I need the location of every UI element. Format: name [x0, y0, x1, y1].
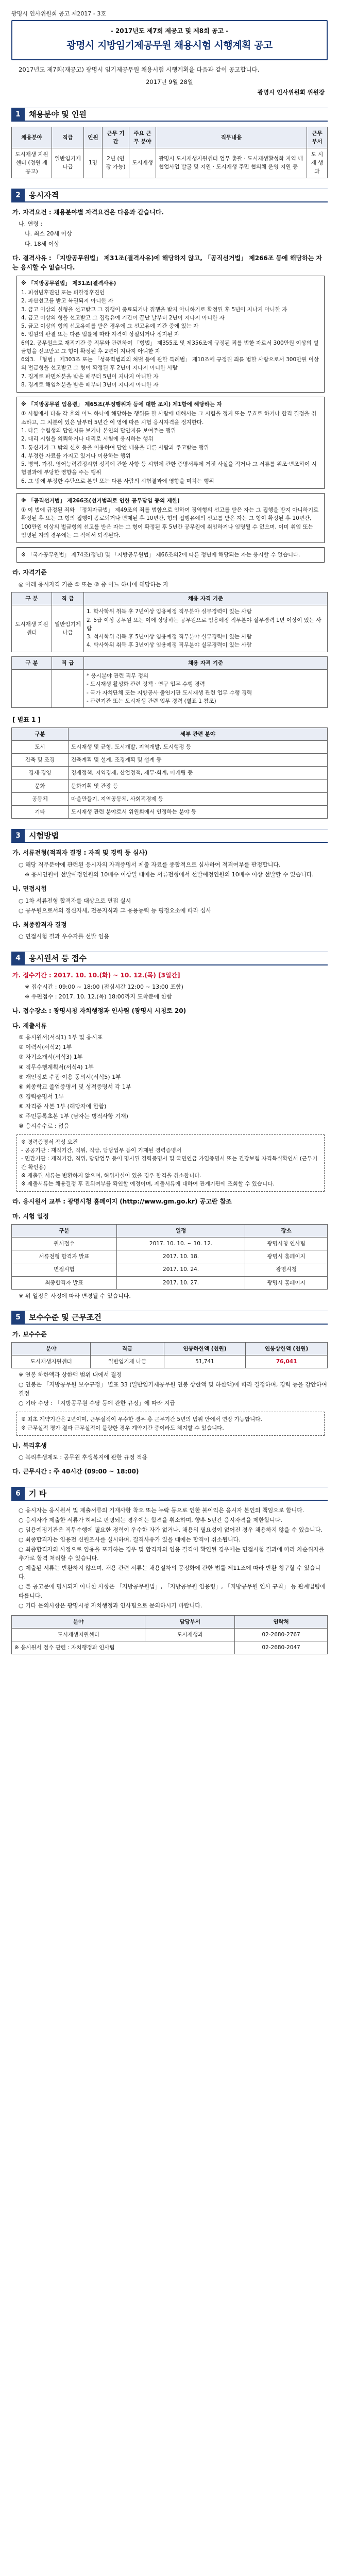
paragraph: ○ 본 공고문에 명시되지 아니한 사항은 「지방공무원법」, 「지방공무원 임용령」, 「지방공무원 인사 규칙」 등 관계법령에 따릅니다.	[19, 1583, 326, 1599]
section-title: 응시원서 등 접수	[25, 952, 328, 965]
positions-table	[11, 127, 328, 178]
box-line: - 민간기관 : 재직기간, 직위, 담당업무 등이 명시된 경력증명서 및 국민연금 가입증명서 또는 건강보험 자격득실확인서 (근무기간 확인용)	[21, 1156, 318, 1171]
table-cell: 면접시험	[12, 1263, 117, 1276]
section-6-heading	[11, 1487, 328, 1501]
qual-line: 4. 박사학위 취득 후 3년이상 임용예정 직무분야 실무경력이 있는 사람	[87, 642, 252, 649]
subheading: 다. 결격사유 : 「지방공무원법」 제31조(결격사유)에 해당하지 않고, 「공직선거법」 제266조 등에 해당하는 자는 응시할 수 없습니다.	[12, 254, 323, 272]
table-cell: 원서접수	[12, 1237, 117, 1250]
table-header: 직급	[52, 127, 84, 148]
table-header: 직무내용	[156, 127, 307, 148]
paragraph: ⑩ 응시수수료 : 없음	[19, 1122, 70, 1129]
box-line: 3. 금고 이상의 실형을 선고받고 그 집행이 종료되거나 집행을 받지 아니하기로 확정된 후 5년이 지나지 아니한 자	[21, 306, 287, 313]
table-header: 연봉하한액 (천원)	[164, 1342, 246, 1355]
issuer: 광명시 인사위원회 위원장	[257, 88, 325, 96]
table-row	[12, 669, 328, 707]
paragraph: ○ 응시자는 응시원서 및 제출서류의 기재사항 착오 또는 누락 등으로 인한 불이익은 응시자 본인의 책임으로 합니다.	[19, 1507, 304, 1514]
paragraph: ○ 해당 직무분야에 관련된 응시자의 자격증명서 제출 자료를 종합적으로 심사하여 적격여부를 판정합니다.	[19, 861, 281, 869]
paragraph: ○ 연봉은 「지방공무원 보수규정」 별표 33 (일반임기제공무원 연봉 상한액 및 하한액)에 따라 결정하며, 경력 등을 감안하여 결정	[19, 1381, 327, 1397]
box-title: ※ 「지방공무원 임용령」 제65조(부정행위자 등에 대한 조치) 제1항에 해당하는 자	[21, 401, 222, 408]
table-cell: 공동체	[12, 792, 69, 805]
paragraph: ○ 기타 문의사항은 광명시청 자치행정과 인사팀으로 문의하시기 바랍니다.	[19, 1602, 202, 1609]
paragraph: ※ 응시인원이 선발예정인원의 10배수 이상일 때에는 서류전형에서 선발예정인원의 10배수 이상 선발할 수 있습니다.	[25, 871, 314, 878]
intro-text: 2017년도 제7회(재공고) 광명시 임기제공무원 채용시험 시행계획을 다음과 같이 공고합니다.	[19, 66, 260, 74]
table-cell: 건축계획 및 설계, 조경계획 및 설계 등	[69, 754, 328, 767]
table-cell: 광명시청 인사팀	[245, 1237, 328, 1250]
box-line: 2. 대리 시험을 의뢰하거나 대리로 시험에 응시하는 행위	[21, 436, 154, 443]
box-line: ※ 「국가공무원법」 제74조(정년) 및 「지방공무원법」 제66조의2에 따른 정년에 해당되는 자는 응시할 수 없습니다.	[21, 552, 300, 558]
table-cell: 도시재생 지원센터	[12, 605, 52, 652]
paragraph: 나. 연령 :	[19, 221, 43, 228]
qual-line: - 관련기관 또는 도시재생 관련 업무 경력 (별표 1 참조)	[87, 698, 216, 704]
table-header: 근무 부서	[307, 127, 328, 148]
contract-notes-box	[16, 1412, 325, 1436]
qualification-table-2	[11, 656, 328, 708]
table-cell: 도시재생 관련 분야로서 위원회에서 인정하는 분야 등	[69, 806, 328, 819]
qual-line: 1. 학사학위 취득 후 7년이상 임용예정 직무분야 실무경력이 있는 사람	[87, 608, 252, 615]
qualification-table	[11, 592, 328, 652]
box-line: 7. 징계로 파면처분을 받은 때부터 5년이 지나지 아니한 자	[21, 373, 159, 380]
table-row	[12, 1628, 328, 1641]
notice-line: - 2017년도 제7회 제공고 및 제8회 공고 -	[110, 27, 229, 35]
table-header: 채용분야	[12, 127, 52, 148]
table-row	[12, 779, 328, 792]
pay-table	[11, 1342, 328, 1369]
subheading: 나. 복리후생	[12, 1442, 47, 1449]
paragraph: 나. 최소 20세 이상	[25, 230, 72, 238]
table-cell: 일반임기제 나급	[52, 148, 84, 178]
paragraph: ⑥ 최종학교 졸업증명서 및 성적증명서 각 1부	[19, 1083, 131, 1090]
table-cell: 문화	[12, 779, 69, 792]
box-line: 1. 다른 수험생의 답안지를 보거나 본인의 답안지를 보여주는 행위	[21, 428, 176, 434]
table-cell	[84, 605, 328, 652]
table-row	[12, 605, 328, 652]
document-notes-box	[16, 1134, 325, 1192]
paragraph: ○ 1차 서류전형 합격자를 대상으로 면접 실시	[19, 897, 131, 904]
table-row	[12, 1250, 328, 1263]
table-cell: 경제·경영	[12, 767, 69, 779]
table-cell: 일반임기제 나급	[91, 1355, 164, 1368]
table-header: 구 분	[12, 656, 52, 669]
subheading: 다. 근무시간 : 주 40시간 (09:00 ~ 18:00)	[12, 1468, 139, 1476]
table-row	[12, 740, 328, 753]
table-row	[12, 1237, 328, 1250]
paragraph: ※ 우편접수 : 2017. 10. 12.(목) 18:00까지 도착분에 한함	[25, 993, 172, 1001]
subheading: 라. 응시원서 교부 : 광명시청 홈페이지 (http://www.gm.go.kr) 공고란 참조	[12, 1198, 232, 1206]
paragraph: ③ 자기소개서(서식3) 1부	[19, 1054, 83, 1061]
paragraph: ◎ 아래 응시자격 기준 ① 또는 ② 중 어느 하나에 해당하는 자	[19, 581, 168, 588]
attachment-title: [ 별표 1 ]	[12, 716, 41, 724]
table-cell: 76,041	[246, 1355, 328, 1368]
subheading: 가. 접수기간 : 2017. 10. 10.(화) ~ 10. 12.(목) [3일간]	[12, 971, 180, 979]
table-cell	[52, 669, 84, 707]
paragraph: ⑦ 경력증명서 1부	[19, 1093, 64, 1100]
table-row	[12, 767, 328, 779]
paragraph: ⑧ 자격증 사본 1부 (해당자에 한함)	[19, 1103, 107, 1110]
table-cell: 서류전형 합격자 발표	[12, 1250, 117, 1263]
table-header: 일정	[116, 1224, 245, 1237]
table-cell: 광명시청	[245, 1263, 328, 1276]
table-cell: 일반임기제 나급	[52, 605, 84, 652]
attachment-table	[11, 727, 328, 819]
section-5-heading	[11, 1311, 328, 1325]
table-cell: 기타	[12, 806, 69, 819]
paragraph: ② 이력서(서식2) 1부	[19, 1044, 72, 1051]
subheading: 마. 시험 일정	[12, 1213, 49, 1221]
box-title: ※ 「지방공무원법」 제31조(결격사유)	[21, 280, 116, 286]
table-cell	[84, 669, 328, 707]
box-line: - 공공기관 : 재직기간, 직위, 직급, 담당업무 등이 기재된 경력증명서	[21, 1147, 182, 1154]
table-cell: 건축 및 조경	[12, 754, 69, 767]
table-cell: 도시재생	[129, 148, 156, 178]
box-line: 3. 통신기기 그 밖의 신호 등을 이용하여 답안 내용을 다른 사람과 주고받는 행위	[21, 444, 209, 451]
table-cell: 02-2680-2047	[235, 1641, 328, 1654]
table-cell: 도시재생과	[145, 1628, 235, 1641]
table-cell: 경제정책, 지역경제, 산업정책, 재무·회계, 마케팅 등	[69, 767, 328, 779]
subheading: 다. 최종합격자 결정	[12, 921, 67, 928]
paragraph: ○ 최종합격자의 사정으로 임용을 포기하는 경우 및 합격자의 임용 결격이 확인된 경우에는 면접시험 결과에 따라 차순위자를 추가로 합격 처리할 수 있습니다.	[19, 1546, 325, 1562]
table-cell: 2년 (연장 가능)	[103, 148, 129, 178]
table-header: 장소	[245, 1224, 328, 1237]
table-header: 세부 관련 분야	[69, 727, 328, 740]
page-title: 광명시 지방임기제공무원 채용시험 시행계획 공고	[66, 39, 273, 51]
table-header: 주요 근무 분야	[129, 127, 156, 148]
qual-line: - 국가 자치단체 또는 지방공사·출연기관 도시재생 관련 업무 수행 경력	[87, 689, 252, 696]
table-cell: 2017. 10. 10. ~ 10. 12.	[116, 1237, 245, 1250]
subheading: 가. 서류전형(적격자 결정 : 자격 및 경력 등 심사)	[12, 849, 148, 857]
table-row	[12, 1355, 328, 1368]
notice-date: 2017년 9월 28일	[146, 78, 193, 86]
table-cell: 도시재생지원센터	[12, 1355, 91, 1368]
table-cell: 2017. 10. 27.	[116, 1276, 245, 1289]
table-cell: 2017. 10. 24.	[116, 1263, 245, 1276]
paragraph: ○ 임용예정기관은 직무수행에 필요한 경력이 우수한 자가 없거나, 채용의 필요성이 없어진 경우 채용하지 않을 수 있습니다.	[19, 1527, 323, 1534]
paragraph: ○ 제출된 서류는 반환하지 않으며, 채용 관련 서류는 채용절차의 공정화에 관한 법률 제11조에 따라 반환 청구할 수 있습니다.	[19, 1565, 320, 1581]
subheading: 가. 자격요건 : 채용분야별 자격요건은 다음과 같습니다.	[12, 208, 164, 216]
section-number: 6	[11, 1487, 25, 1501]
table-cell: 1명	[84, 148, 103, 178]
table-cell: 도시재생지원센터	[12, 1628, 145, 1641]
table-cell: 광명시 도시재생지원센터 업무 총괄 · 도시재생활성화 지역 내 협업사업 발굴 및 지원 · 도시재생 주민 협의체 운영 지원 등	[156, 148, 307, 178]
box-line: 5. 병역, 가점, 영어능력검정시험 성적에 관한 사항 등 시험에 관한 증명서류에 거짓 사실을 적거나 그 서류를 위조·변조하여 시험결과에 부당한 영향을 주는 행위	[21, 461, 317, 476]
paragraph: ○ 응시자가 제출한 서류가 허위로 판명되는 경우에는 합격을 취소하며, 향후 5년간 응시자격을 제한합니다.	[19, 1517, 282, 1524]
table-header: 분야	[12, 1342, 91, 1355]
schedule-table	[11, 1224, 328, 1290]
table-header: 채용 자격 기준	[84, 592, 328, 605]
table-row	[12, 806, 328, 819]
paragraph: ○ 최종합격자는 임용전 신원조사를 실시하며, 결격사유가 있을 때에는 합격이 취소됩니다.	[19, 1536, 241, 1544]
table-header: 연락처	[235, 1615, 328, 1628]
contact-table	[11, 1615, 328, 1655]
box-line: ※ 최초 계약기간은 2년이며, 근무실적이 우수한 경우 총 근무기간 5년의 범위 안에서 연장 가능합니다.	[21, 1416, 262, 1423]
subheading: 나. 면접시험	[12, 885, 47, 893]
section-4-heading	[11, 952, 328, 965]
paragraph: 다. 18세 이상	[25, 240, 59, 247]
box-line: 6의2. 공무원으로 재직기간 중 직무와 관련하여 「형법」 제355조 및 제356조에 규정된 죄를 범한 자로서 300만원 이상의 벌금형을 선고받고 그 형이 확정된 후 2년이 지나지 아니한 자	[21, 340, 319, 354]
box-line: ① 이 법에 규정된 죄와 「정치자금법」 제49조의 죄를 범함으로 인하여 징역형의 선고를 받은 자는 그 집행을 받지 아니하기로 확정된 후 또는 그 형의 집행이 종료되거나 면제된 후 10년간, 형의 집행유예의 선고를 받은 자는 그 형이 확정된 후 10년간, 100만원 이상의 벌금형의 선고를 받은 자는 그 형이 확정된 후 5년간 공무원에 취임하거나 임명될 수 없으며, 이미 취임 또는 임명된 자의 경우에는 그 직에서 퇴직된다.	[21, 507, 319, 538]
box-line: ※ 제출된 서류는 반환하지 않으며, 허위사실이 있을 경우 합격을 취소합니다.	[21, 1172, 201, 1179]
box-line: ※ 근무실적 평가 결과 근무실적이 불량한 경우 계약기간 중이라도 해지할 수 있습니다.	[21, 1425, 224, 1431]
qual-line: - 도시재생 활성화 관련 정책 · 연구 업무 수행 경력	[87, 681, 205, 688]
table-header: 연봉상한액 (천원)	[246, 1342, 328, 1355]
paragraph: ※ 연봉 하한액과 상한액 범위 내에서 결정	[19, 1371, 122, 1379]
table-header: 직 급	[52, 592, 84, 605]
box-line: 6의3. 「형법」 제303조 또는 「성폭력범죄의 처벌 등에 관한 특례법」 제10조에 규정된 죄를 범한 사람으로서 300만원 이상의 벌금형을 선고받고 그 형이 확정된 후 2년이 지나지 아니한 사람	[21, 357, 319, 371]
section-3-heading	[11, 829, 328, 843]
table-header: 직 급	[52, 656, 84, 669]
table-cell: 도 시 재 생 과	[307, 148, 328, 178]
table-row	[12, 1641, 328, 1654]
table-row	[12, 148, 328, 178]
title-banner	[11, 20, 328, 60]
section-number: 3	[11, 829, 25, 843]
table-row	[12, 754, 328, 767]
retirement-box	[16, 547, 325, 563]
paragraph: ○ 복리후생제도 : 공무원 후생복지에 관한 규정 적용	[19, 1454, 148, 1461]
box-line: 4. 부정한 자료를 가지고 있거나 이용하는 행위	[21, 452, 131, 459]
paragraph: ○ 공무원으로서의 정신자세, 전문지식과 그 응용능력 등 평정요소에 따라 심사	[19, 907, 211, 914]
section-title: 보수수준 및 근무조건	[25, 1311, 328, 1325]
disqualification-box	[16, 276, 325, 393]
section-title: 채용분야 및 인원	[25, 108, 328, 122]
table-cell: 02-2680-2767	[235, 1628, 328, 1641]
section-title: 기 타	[25, 1487, 328, 1501]
misconduct-box	[16, 397, 325, 489]
box-line: 1. 피성년후견인 또는 피한정후견인	[21, 290, 105, 296]
table-cell: 문화기획 및 관광 등	[69, 779, 328, 792]
box-line: 6. 그 밖에 부정한 수단으로 본인 또는 다른 사람의 시험결과에 영향을 미치는 행위	[21, 478, 214, 484]
table-cell: 광명시 홈페이지	[245, 1276, 328, 1289]
table-cell: 2017. 10. 18.	[116, 1250, 245, 1263]
table-cell	[12, 669, 52, 707]
box-line: ※ 경력증명서 작성 요건	[21, 1139, 78, 1145]
table-header: 구분	[12, 1224, 117, 1237]
table-header: 직급	[91, 1342, 164, 1355]
paragraph: ○ 기타 수당 : 「지방공무원 수당 등에 관한 규정」에 따라 지급	[19, 1400, 176, 1407]
section-number: 1	[11, 108, 25, 122]
section-number: 5	[11, 1311, 25, 1325]
table-cell: 도시재생 및 균형, 도시개발, 지역개발, 도시행정 등	[69, 740, 328, 753]
table-header: 담당부서	[145, 1615, 235, 1628]
box-line: 5. 금고 이상의 형의 선고유예를 받은 경우에 그 선고유예 기간 중에 있는 자	[21, 323, 199, 330]
table-row	[12, 792, 328, 805]
section-number: 4	[11, 952, 25, 965]
table-cell: 51,741	[164, 1355, 246, 1368]
box-line: ① 시험에서 다음 각 호의 어느 하나에 해당하는 행위를 한 사람에 대해서는 그 시험을 정지 또는 무효로 하거나 합격 결정을 취소하고, 그 처분이 있은 날부터 5년간 이 영에 따른 시험 응시자격을 정지한다.	[21, 411, 317, 426]
paragraph: ○ 면접시험 결과 우수자를 선발 임용	[19, 933, 109, 940]
box-line: ※ 제출서류는 채용결정 후 진위여부를 확인할 예정이며, 제출서류에 대하여 관계기관에 조회할 수 있습니다.	[21, 1181, 275, 1188]
paragraph: ⑤ 개인정보 수집·이용 동의서(서식5) 1부	[19, 1073, 121, 1080]
section-1-heading	[11, 108, 328, 122]
box-line: 2. 파산선고를 받고 복권되지 아니한 자	[21, 298, 113, 304]
section-number: 2	[11, 189, 25, 202]
table-cell: ※ 응시원서 접수 관련 : 자치행정과 인사팀	[12, 1641, 235, 1654]
subheading: 가. 보수수준	[12, 1331, 47, 1338]
paragraph: ※ 접수시간 : 09:00 ~ 18:00 (점심시간 12:00 ~ 13:00 포함)	[25, 984, 183, 991]
org-notice-number: 광명시 인사위원회 공고 제2017 - 3호	[11, 10, 106, 17]
table-row	[12, 1263, 328, 1276]
table-cell: 마을만들기, 지역공동체, 사회적경제 등	[69, 792, 328, 805]
election-law-box	[16, 493, 325, 543]
paragraph: ⑨ 주민등록초본 1부 (남자는 병적사항 기재)	[19, 1112, 128, 1120]
table-cell: 도시	[12, 740, 69, 753]
qual-line: * 응시분야 관련 직무 정의	[87, 672, 149, 679]
section-title: 응시자격	[25, 189, 328, 202]
paragraph: ④ 직무수행계획서(서식4) 1부	[19, 1063, 94, 1071]
table-header: 구 분	[12, 592, 52, 605]
table-header: 인원	[84, 127, 103, 148]
table-cell: 광명시 홈페이지	[245, 1250, 328, 1263]
section-title: 시험방법	[25, 829, 328, 843]
paragraph: ① 응시원서(서식1) 1부 및 응시표	[19, 1034, 103, 1041]
box-line: 4. 금고 이상의 형을 선고받고 그 집행유예 기간이 끝난 날부터 2년이 지나지 아니한 자	[21, 314, 225, 321]
box-line: 6. 법원의 판결 또는 다른 법률에 따라 자격이 상실되거나 정지된 자	[21, 331, 180, 338]
table-header: 구분	[12, 727, 69, 740]
qual-line: 2. 5급 이상 공무원 또는 이에 상당하는 공무원으로 임용예정 직무분야 실무경력 1년 이상이 있는 사람	[87, 617, 321, 632]
qual-line: 3. 석사학위 취득 후 5년이상 임용예정 직무분야 실무경력이 있는 사람	[87, 634, 252, 640]
paragraph: ※ 위 일정은 사정에 따라 변경될 수 있습니다.	[19, 1292, 131, 1299]
subheading: 라. 자격기준	[12, 569, 47, 577]
table-header: 채용 자격 기준	[84, 656, 328, 669]
section-2-heading	[11, 189, 328, 202]
box-line: 8. 징계로 해임처분을 받은 때부터 3년이 지나지 아니한 자	[21, 381, 159, 388]
table-cell: 도시재생 지원센터 (정원 재공고)	[12, 148, 52, 178]
subheading: 다. 제출서류	[12, 1022, 47, 1029]
box-title: ※ 「공직선거법」 제266조(선거범죄로 인한 공무담임 등의 제한)	[21, 497, 180, 504]
table-header: 분야	[12, 1615, 145, 1628]
table-row	[12, 1276, 328, 1289]
table-header: 근무 기간	[103, 127, 129, 148]
table-cell: 최종합격자 발표	[12, 1276, 117, 1289]
subheading: 나. 접수장소 : 광명시청 자치행정과 인사팀 (광명시 시청로 20)	[12, 1007, 187, 1015]
